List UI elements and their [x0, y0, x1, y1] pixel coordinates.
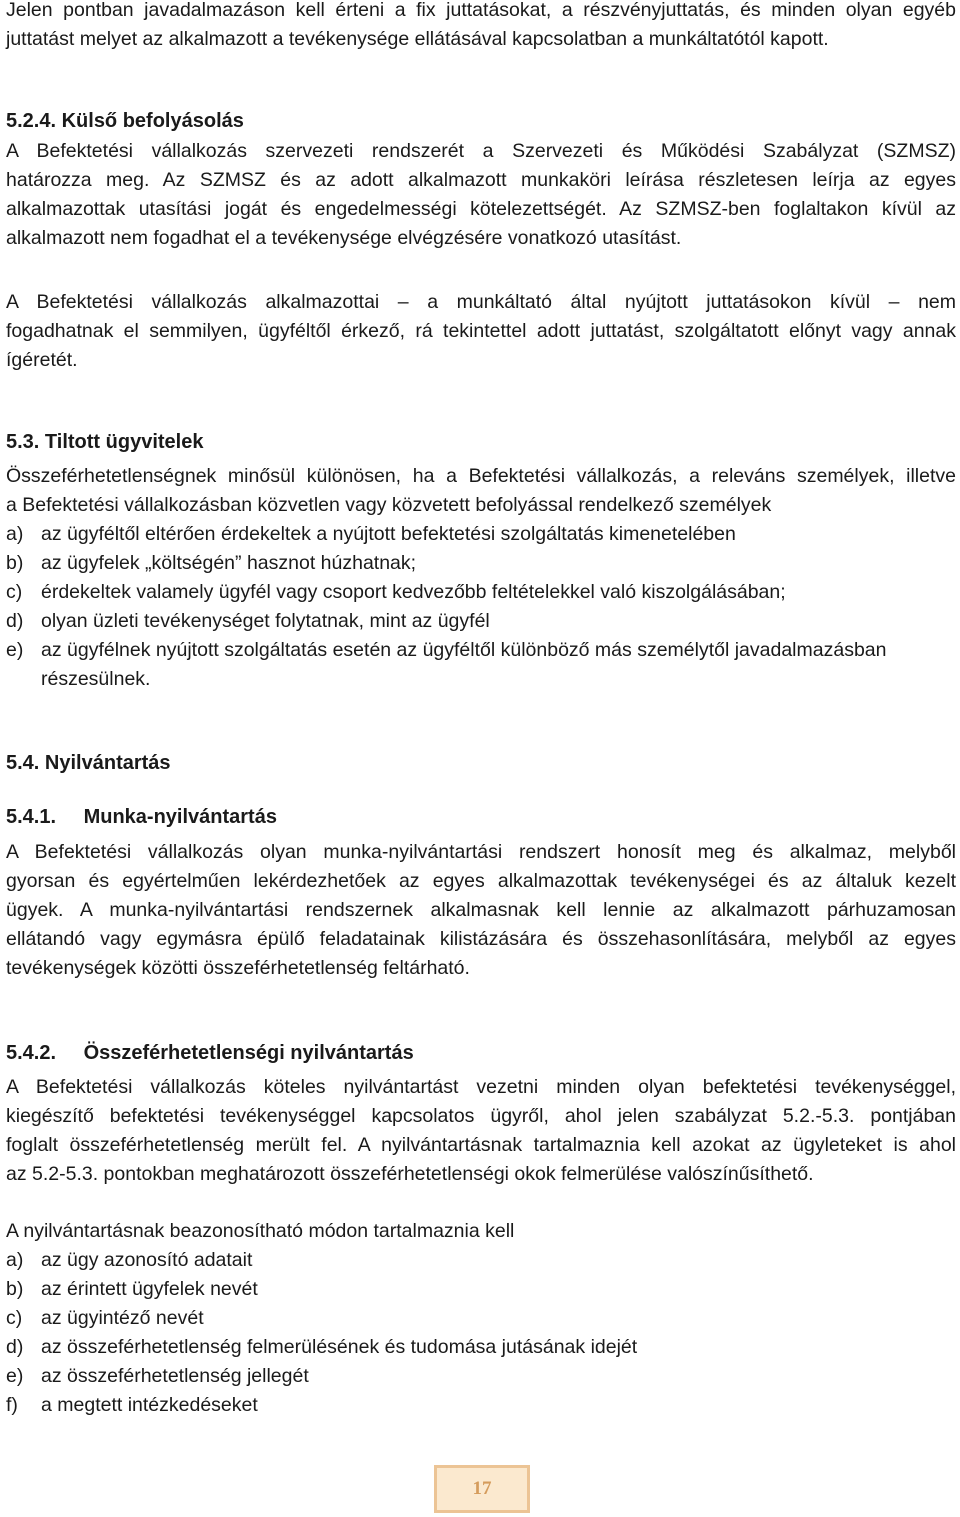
list-text: érdekeltek valamely ügyfél vagy csoport kedvezőbb feltételekkel való kiszolgálásában; — [41, 581, 786, 603]
list-intro — [6, 1217, 956, 1246]
text-line: A Befektetési vállalkozás alkalmazottai – a munkáltató által nyújtott juttatásokon kívül – nem — [6, 291, 956, 313]
section-5-4-1-paragraph — [6, 838, 956, 983]
list-label: a) — [6, 523, 24, 545]
intro-paragraph — [6, 0, 956, 54]
heading-number: 5.4.1. — [6, 806, 57, 828]
section-heading-5-4-1 — [6, 803, 277, 832]
text-line: A nyilvántartásnak beazonosítható módon tartalmaznia kell — [6, 1220, 515, 1242]
section-heading-5-4-2 — [6, 1039, 414, 1068]
text-line: kiegészítő befektetési tevékenységgel kapcsolatos ügyről, ahol jelen szabályzat 5.2.-5.3. pontjában — [6, 1105, 956, 1127]
heading-number: 5.4.2. — [6, 1042, 57, 1064]
text-line: gyorsan és egyértelműen lekérdezhetőek az egyes alkalmazottak tevékenységei és az általuk kezelt — [6, 870, 956, 892]
section-5-4-2-paragraph — [6, 1073, 956, 1189]
text-line: foglalt összeférhetetlenség merült fel. A nyilvántartásnak tartalmaznia kell azokat az ügyleteket is ahol — [6, 1134, 956, 1156]
section-heading-5-2-4: 5.2.4. Külső befolyásolás — [6, 110, 244, 132]
heading-number: 5.4. — [6, 752, 40, 774]
list-text: az ügyfélnek nyújtott szolgáltatás esetén az ügyféltől különböző más személytől javadalmazásban — [41, 639, 887, 661]
text-line: Jelen pontban javadalmazáson kell érteni a fix juttatásokat, a részvényjuttatás, és minden olyan egyéb — [6, 0, 956, 21]
list-label: d) — [6, 610, 24, 632]
heading-text: Összeférhetetlenségi nyilvántartás — [83, 1042, 414, 1064]
heading-text: Munka-nyilvántartás — [83, 806, 277, 828]
text-line: a Befektetési vállalkozásban közvetlen vagy közvetett befolyással rendelkező személyek — [6, 494, 772, 516]
section-heading-5-4 — [6, 749, 171, 778]
text-line: juttatást melyet az alkalmazott a tevékenysége ellátásával kapcsolatban a munkáltatótól kapott. — [6, 28, 829, 50]
section-heading-5-3 — [6, 428, 203, 457]
text-line: tevékenységek közötti összeférhetetlenség feltárható. — [6, 957, 470, 979]
list-text: részesülnek. — [41, 668, 151, 690]
list-text: az ügyintéző nevét — [41, 1307, 204, 1329]
list-text: a megtett intézkedéseket — [41, 1394, 258, 1416]
heading-text: Tiltott ügyvitelek — [44, 431, 204, 453]
text-line: ellátandó vagy egymásra épülő feladatainak kilistázására és összehasonlítására, melyből az egyes — [6, 928, 956, 950]
list-text: az érintett ügyfelek nevét — [41, 1278, 258, 1300]
page-number-box — [434, 1465, 530, 1513]
text-line: A Befektetési vállalkozás szervezeti rendszerét a Szervezeti és Működési Szabályzat (SZMSZ) — [6, 140, 956, 162]
text-line: alkalmazottak utasítási jogát és engedelmességi kötelezettségét. Az SZMSZ-ben foglaltakon kívül az — [6, 198, 956, 220]
section-5-2-4-paragraph-2 — [6, 288, 956, 375]
text-line: Összeférhetetlenségnek minősül különösen, ha a Befektetési vállalkozás, a releváns személyek, illetve — [6, 465, 956, 487]
text-line: az 5.2-5.3. pontokban meghatározott összeférhetetlenségi okok felmerülése valószínűsíthető. — [6, 1163, 814, 1185]
list-label: d) — [6, 1336, 24, 1358]
list-text: az összeférhetetlenség jellegét — [41, 1365, 309, 1387]
text-line: fogadhatnak el semmilyen, ügyféltől érkező, rá tekintettel adott juttatást, szolgáltatott előnyt vagy annak — [6, 320, 956, 342]
list-label: e) — [6, 1365, 24, 1387]
text-line: ígéretét. — [6, 349, 78, 371]
list-text: az összeférhetetlenség felmerülésének és tudomása jutásának idejét — [41, 1336, 638, 1358]
list-text: az ügyféltől eltérően érdekeltek a nyújtott befektetési szolgáltatás kimenetelében — [41, 523, 736, 545]
list-label: b) — [6, 1278, 24, 1300]
list-label: b) — [6, 552, 24, 574]
text-line: ügyek. A munka-nyilvántartási rendszernek alkalmasnak kell lennie az alkalmazott párhuzamosan — [6, 899, 956, 921]
text-line: A Befektetési vállalkozás olyan munka-nyilvántartási rendszert honosít meg és alkalmaz, melyből — [6, 841, 956, 863]
list-label: c) — [6, 1307, 23, 1329]
list-text: az ügyfelek „költségén” hasznot húzhatnak; — [41, 552, 417, 574]
section-5-3-paragraph — [6, 462, 956, 520]
page-number: 17 — [472, 1478, 492, 1499]
section-5-2-4-paragraph — [6, 137, 956, 253]
list-label: c) — [6, 581, 23, 603]
list-label: e) — [6, 639, 24, 661]
text-line: alkalmazott nem fogadhat el a tevékenysége elvégzésére vonatkozó utasítást. — [6, 227, 682, 249]
heading-text: Nyilvántartás — [44, 752, 171, 774]
text-line: határozza meg. Az SZMSZ és az adott alkalmazott munkaköri leírása részletesen leírja az egyes — [6, 169, 956, 191]
list-label: a) — [6, 1249, 24, 1271]
list-text: olyan üzleti tevékenységet folytatnak, mint az ügyfél — [41, 610, 490, 632]
heading-number: 5.3. — [6, 431, 40, 453]
list-text: az ügy azonosító adatait — [41, 1249, 253, 1271]
text-line: A Befektetési vállalkozás köteles nyilvántartást vezetni minden olyan befektetési tevékenységgel, — [6, 1076, 956, 1098]
list-label: f) — [6, 1394, 18, 1416]
